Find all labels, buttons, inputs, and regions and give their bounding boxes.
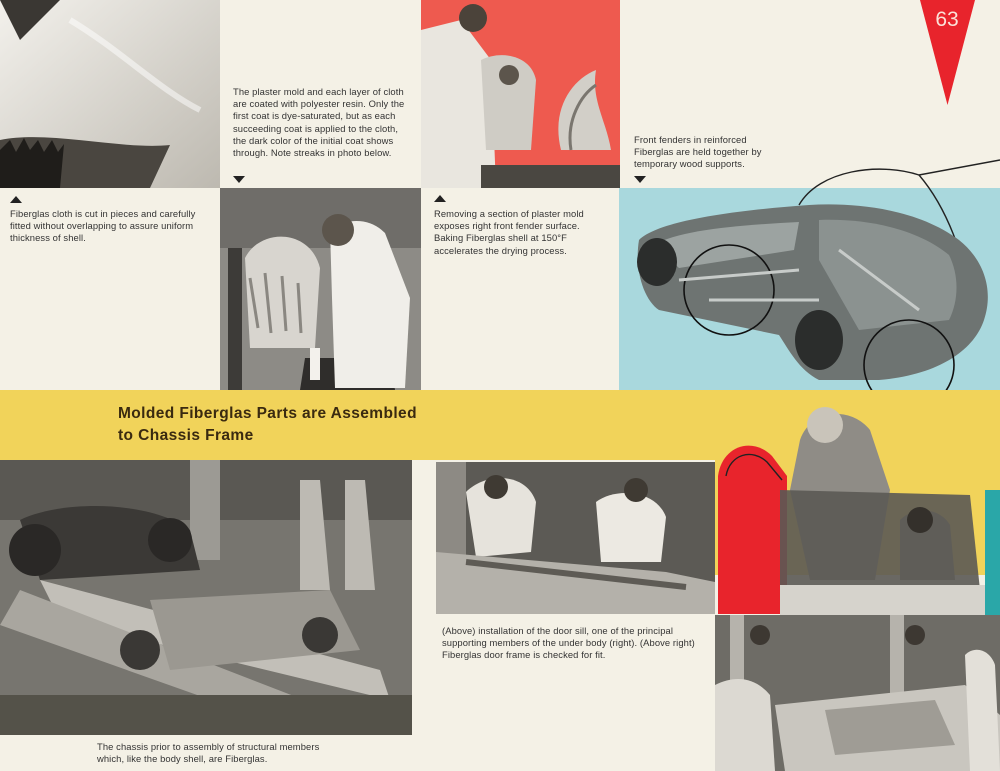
section-title-line-2: to Chassis Frame: [118, 427, 254, 444]
cloth-illustration: [0, 0, 220, 188]
caption-cloth-cut: Fiberglas cloth is cut in pieces and carefully fitted without overlapping to assure uniform thickness of shell.: [10, 208, 196, 244]
photo-resin-application: [220, 188, 421, 390]
chassis-illustration: [0, 460, 412, 735]
under-body-illustration: [715, 615, 1000, 771]
caption-resin-coat: The plaster mold and each layer of cloth are coated with polyester resin. Only the first coat is dye-saturated, but as each succeeding coat is applied to the cloth, the dark color of the initial coat shows through. Note streaks in photo below.: [233, 86, 405, 159]
photo-fiberglas-cloth: [0, 0, 220, 188]
caption-chassis: The chassis prior to assembly of structural members which, like the body shell, are Fiberglas.: [97, 741, 320, 765]
resin-illustration: [220, 188, 421, 390]
photo-mold-removal: [421, 0, 620, 188]
caption-door-sill: (Above) installation of the door sill, one of the principal supporting members of the under body (right). (Above right) Fiberglas door frame is checked for fit.: [442, 625, 695, 661]
caption-pointer-up: [10, 196, 22, 203]
mold-removal-illustration: [421, 0, 620, 188]
photo-chassis: [0, 460, 412, 735]
caption-front-fenders: Front fenders in reinforced Fiberglas are held together by temporary wood supports.: [634, 134, 762, 170]
photo-door-frame-check: [780, 400, 1000, 615]
door-sill-illustration: [436, 462, 715, 614]
photo-under-body: [715, 615, 1000, 771]
caption-mold-removal: Removing a section of plaster mold exposes right front fender surface. Baking Fiberglas shell at 150°F accelerates the drying process.: [434, 208, 584, 256]
caption-pointer-down: [233, 176, 245, 183]
page-number: 63: [935, 8, 959, 31]
caption-pointer-up: [434, 195, 446, 202]
section-title: [118, 403, 417, 447]
photo-door-sill-installation: [436, 462, 715, 614]
section-title-line-1: Molded Fiberglas Parts are Assembled: [118, 405, 417, 422]
car-body-illustration: [619, 150, 1000, 425]
